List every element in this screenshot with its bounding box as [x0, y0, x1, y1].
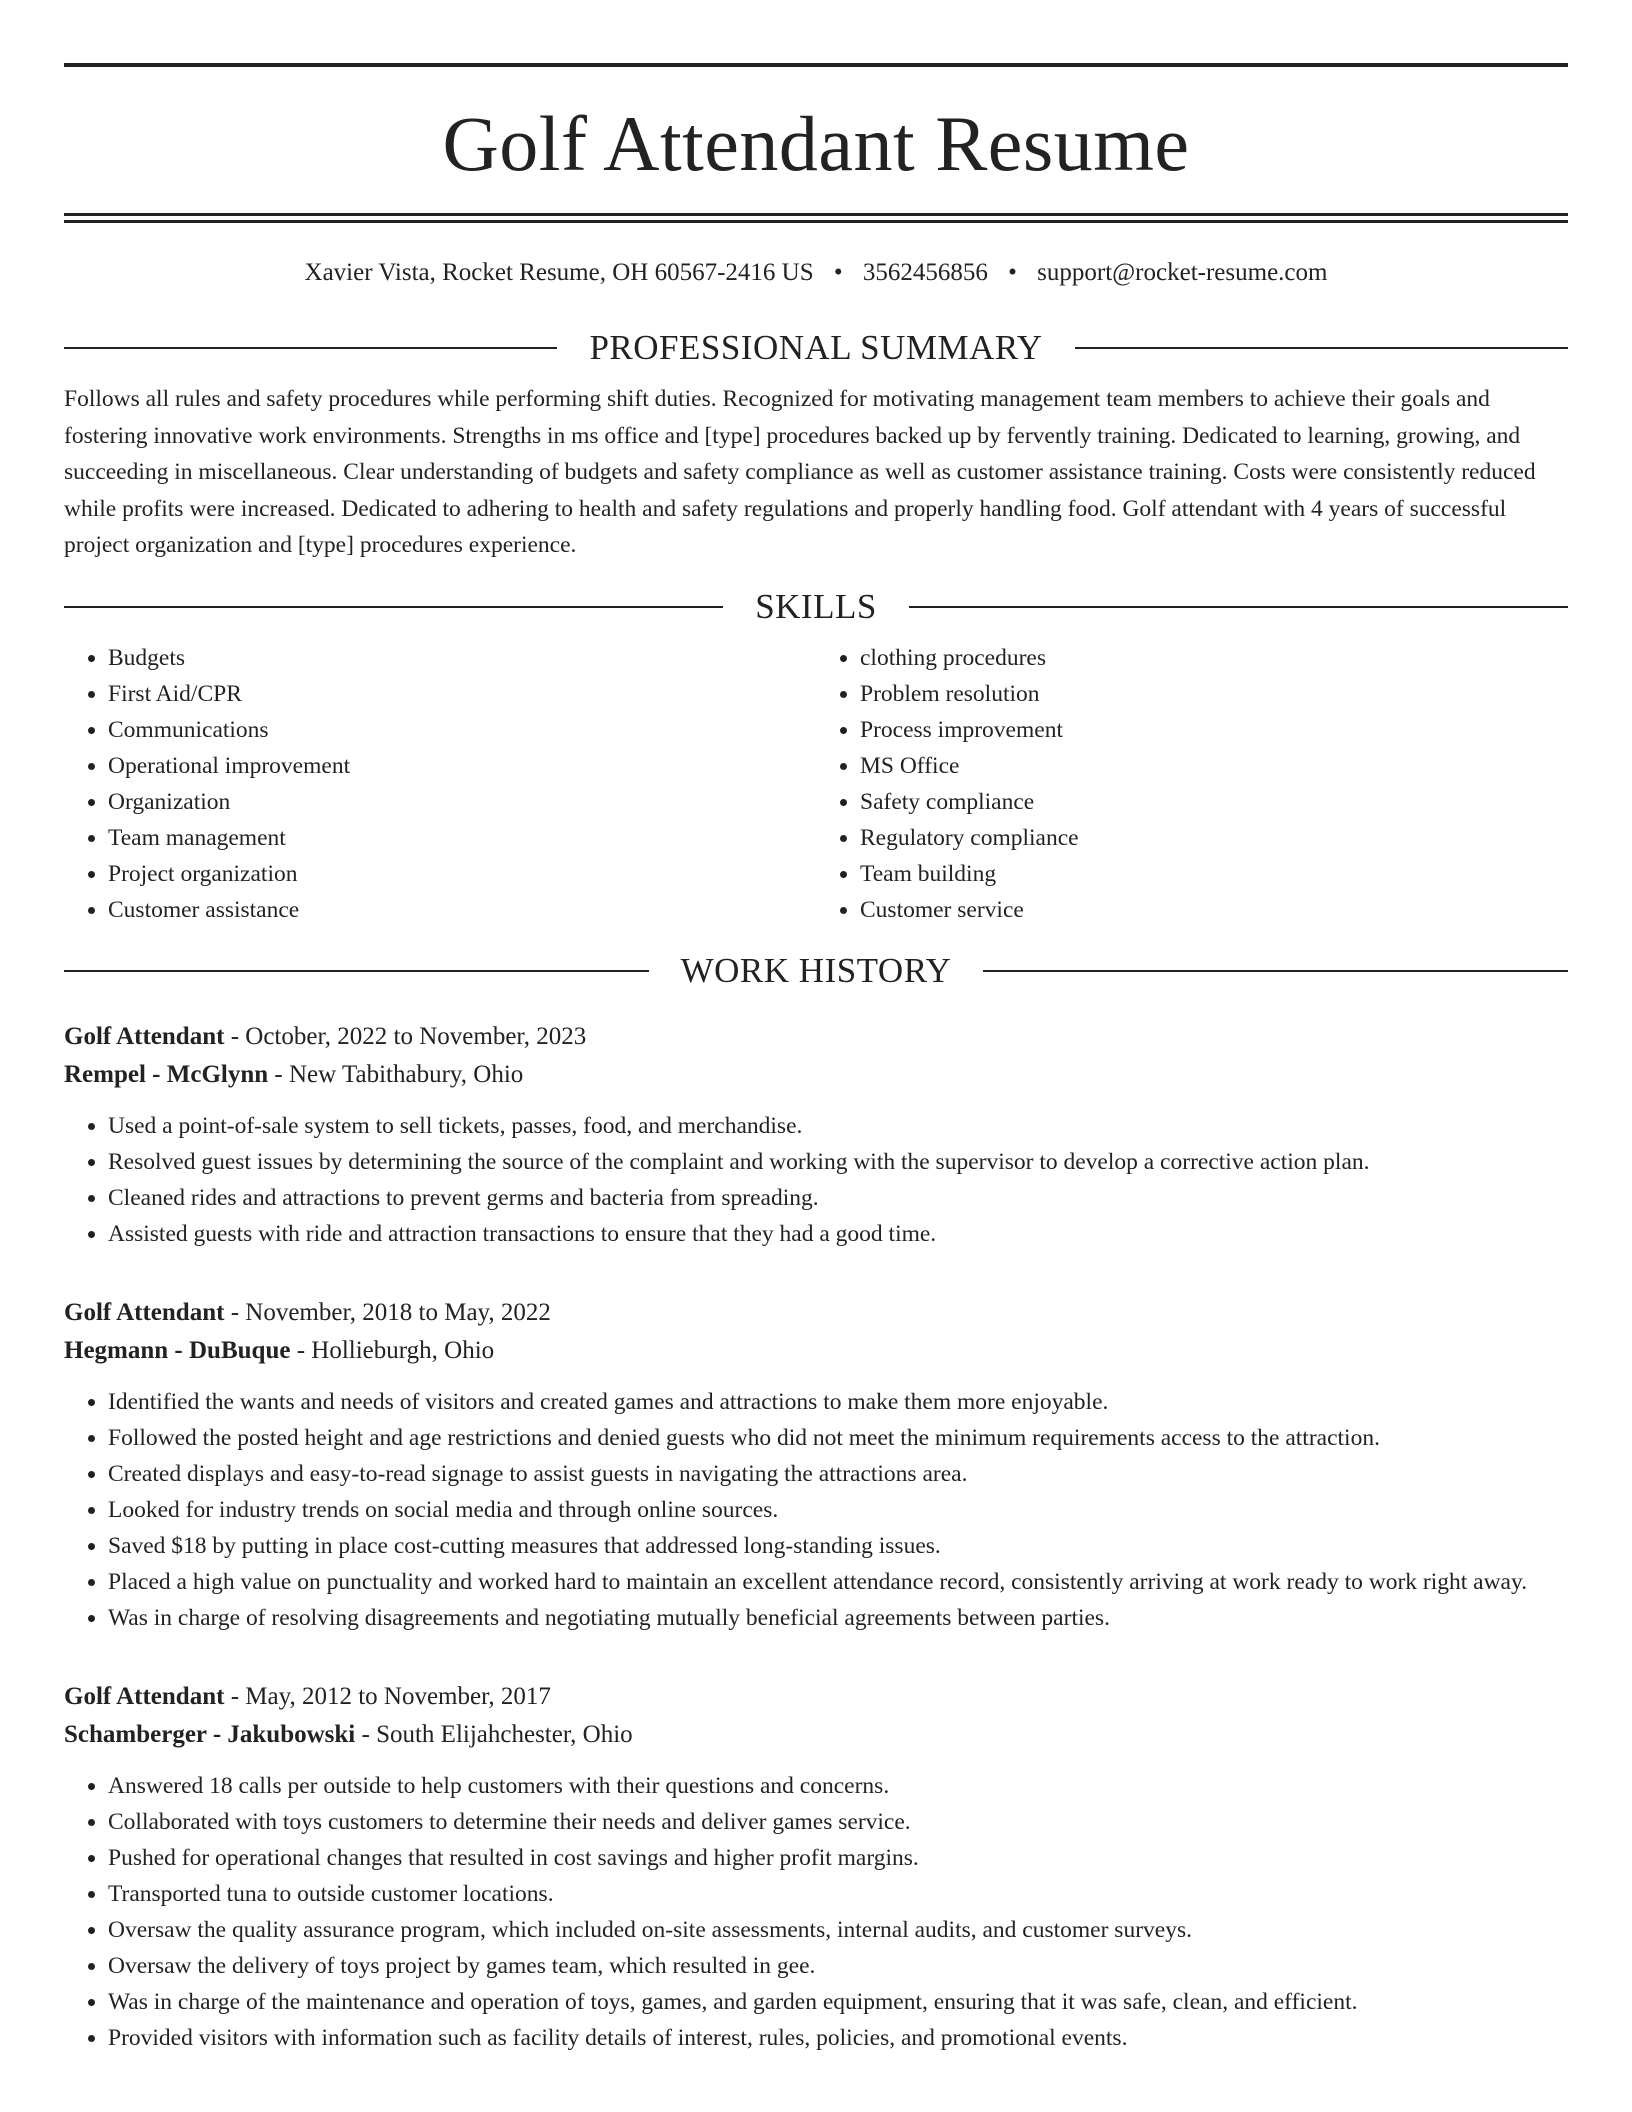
skill-item: • Safety compliance	[860, 784, 1568, 820]
job-bullet: • Transported tuna to outside customer locations.	[108, 1876, 1568, 1912]
resume-page	[64, 0, 1568, 2056]
skill-item: • Organization	[108, 784, 816, 820]
skills-section-heading	[64, 586, 1568, 628]
skill-item: • Operational improvement	[108, 748, 816, 784]
resume-title: Golf Attendant Resume	[442, 100, 1190, 187]
skills-list-left	[64, 640, 816, 928]
job-title-line	[64, 1294, 1568, 1332]
job-location: - New Tabithabury, Ohio	[268, 1060, 524, 1088]
summary-section-heading	[64, 327, 1568, 369]
job-bullet: • Identified the wants and needs of visitors and created games and attractions to make them more enjoyable.	[108, 1384, 1568, 1420]
divider-line	[983, 970, 1568, 972]
work-section-heading	[64, 950, 1568, 992]
job-company-line	[64, 1716, 1568, 1754]
job-bullet: • Oversaw the delivery of toys project by games team, which resulted in gee.	[108, 1948, 1568, 1984]
skill-item: • Communications	[108, 712, 816, 748]
skill-item: • Regulatory compliance	[860, 820, 1568, 856]
skills-columns	[64, 640, 1568, 928]
job-bullets	[64, 1768, 1568, 2056]
job-bullet: • Pushed for operational changes that resulted in cost savings and higher profit margins.	[108, 1840, 1568, 1876]
contact-email: support@rocket-resume.com	[1037, 259, 1328, 286]
skill-item: • Project organization	[108, 856, 816, 892]
job-entry	[64, 1294, 1568, 1636]
skill-item: • MS Office	[860, 748, 1568, 784]
job-location: - Hollieburgh, Ohio	[290, 1336, 495, 1364]
job-title-line	[64, 1678, 1568, 1716]
job-bullet: • Provided visitors with information such as facility details of interest, rules, policies, and promotional events.	[108, 2020, 1568, 2056]
job-company-line	[64, 1056, 1568, 1094]
skill-item: • Process improvement	[860, 712, 1568, 748]
skill-item: • First Aid/CPR	[108, 676, 816, 712]
contact-separator: •	[1008, 259, 1017, 286]
job-bullet: • Cleaned rides and attractions to prevent germs and bacteria from spreading.	[108, 1180, 1568, 1216]
job-bullet: • Was in charge of resolving disagreements and negotiating mutually beneficial agreements between parties.	[108, 1600, 1568, 1636]
job-title-line	[64, 1018, 1568, 1056]
job-dates: - May, 2012 to November, 2017	[224, 1682, 551, 1710]
summary-text: Follows all rules and safety procedures while performing shift duties. Recognized for motivating management team members to achieve their goals and fostering innovative work environments. Strengths in ms office and [type] procedures backed up by fervently training. Dedicated to learning, growing, and succeeding in miscellaneous. Clear understanding of budgets and safety compliance as well as customer assistance training. Costs were consistently reduced while profits were increased. Dedicated to adhering to health and safety regulations and properly handling food. Golf attendant with 4 years of successful project organization and [type] procedures experience.	[64, 386, 1536, 558]
job-bullet: • Created displays and easy-to-read signage to assist guests in navigating the attractions area.	[108, 1456, 1568, 1492]
job-company: Rempel - McGlynn	[64, 1060, 269, 1088]
job-dates: - November, 2018 to May, 2022	[224, 1298, 551, 1326]
divider-line	[64, 347, 557, 349]
job-bullets	[64, 1384, 1568, 1636]
job-bullet: • Was in charge of the maintenance and operation of toys, games, and garden equipment, ensuring that it was safe, clean, and efficient.	[108, 1984, 1568, 2020]
job-bullet: • Followed the posted height and age restrictions and denied guests who did not meet the minimum requirements access to the attraction.	[108, 1420, 1568, 1456]
summary-heading: PROFESSIONAL SUMMARY	[589, 328, 1043, 367]
work-heading: WORK HISTORY	[680, 950, 952, 990]
job-company: Hegmann - DuBuque	[64, 1336, 291, 1364]
skill-item: • Customer assistance	[108, 892, 816, 928]
job-bullet: • Collaborated with toys customers to determine their needs and deliver games service.	[108, 1804, 1568, 1840]
job-company: Schamberger - Jakubowski	[64, 1720, 356, 1748]
contact-phone: 3562456856	[862, 259, 988, 286]
job-bullets	[64, 1108, 1568, 1252]
job-entry	[64, 1678, 1568, 2056]
skill-item: • Budgets	[108, 640, 816, 676]
skill-item: • Team management	[108, 820, 816, 856]
divider-line	[64, 606, 723, 608]
divider-line	[909, 606, 1568, 608]
job-bullet: • Looked for industry trends on social media and through online sources.	[108, 1492, 1568, 1528]
contact-separator: •	[833, 259, 843, 286]
divider-line	[1075, 347, 1568, 349]
skill-item: • Problem resolution	[860, 676, 1568, 712]
job-bullet: • Oversaw the quality assurance program, which included on-site assessments, internal audits, and customer surveys.	[108, 1912, 1568, 1948]
job-bullet: • Saved $18 by putting in place cost-cutting measures that addressed long-standing issues.	[108, 1528, 1568, 1564]
skill-item: • clothing procedures	[860, 640, 1568, 676]
job-entry	[64, 1018, 1568, 1252]
divider-line	[64, 970, 649, 972]
job-bullet: • Used a point-of-sale system to sell tickets, passes, food, and merchandise.	[108, 1108, 1568, 1144]
skill-item: • Customer service	[860, 892, 1568, 928]
job-location: - South Elijahchester, Ohio	[355, 1720, 633, 1748]
job-title: Golf Attendant	[64, 1298, 225, 1326]
job-bullet: • Placed a high value on punctuality and worked hard to maintain an excellent attendance record, consistently arriving at work ready to work right away.	[108, 1564, 1568, 1600]
job-bullet: • Assisted guests with ride and attraction transactions to ensure that they had a good time.	[108, 1216, 1568, 1252]
skills-list-right	[816, 640, 1568, 928]
job-bullet: • Resolved guest issues by determining the source of the complaint and working with the supervisor to develop a corrective action plan.	[108, 1144, 1568, 1180]
job-bullet: • Answered 18 calls per outside to help customers with their questions and concerns.	[108, 1768, 1568, 1804]
title-double-rule	[64, 213, 1568, 223]
skill-item: • Team building	[860, 856, 1568, 892]
contact-line	[64, 259, 1568, 287]
job-dates: - October, 2022 to November, 2023	[224, 1022, 587, 1050]
job-title: Golf Attendant	[64, 1682, 225, 1710]
job-company-line	[64, 1332, 1568, 1370]
skills-heading: SKILLS	[755, 586, 877, 626]
contact-address: Xavier Vista, Rocket Resume, OH 60567-2416 US	[304, 259, 814, 286]
top-rule	[64, 63, 1568, 67]
job-title: Golf Attendant	[64, 1022, 225, 1050]
